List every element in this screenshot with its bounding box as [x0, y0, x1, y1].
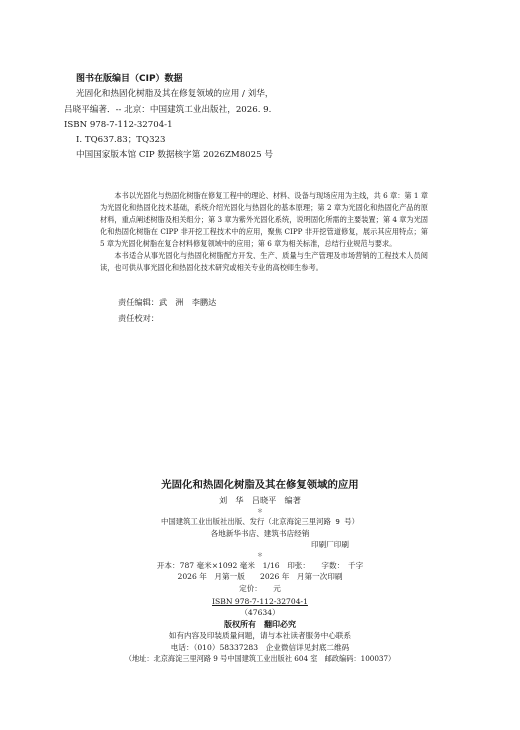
copyright-notice: 版权所有 翻印必究 [224, 619, 296, 629]
format-specs: 开本：787 毫米×1092 毫米 1/16 印张： 字数： 千字 [156, 560, 364, 570]
cip-heading: 图书在版编目（CIP）数据 [76, 74, 183, 84]
printer-line: 印刷厂印刷 [311, 540, 349, 550]
editor-credits [118, 294, 216, 326]
summary-paragraph-1: 本书以光固化与热固化树脂在修复工程中的理论、材料、设备与现场应用为主线，共 6 章：第 1 章为光固化和热固化技术基础，系统介绍光固化与热固化的基本原理；第 2 章为光固化和热固化产品的原材料，重点阐述树脂及相关组分；第 3 章为紫外光固化系统，说明固化所需的主要装置；第 4 章为光固化和热固化树脂在 CIPP 非开挖工程技术中的应用，聚焦 CIPP 非开挖管道修复，展示其应用特点；第 5 章为光固化树脂在复合材料修复领域中的应用；第 6 章为相关标准，总结行业规范与要求。 [100, 191, 428, 248]
price-line: 定价： 元 [239, 583, 281, 593]
cip-title-line-2: 吕晓平编著．-- 北京：中国建筑工业出版社，2026. 9. [64, 104, 272, 115]
address-line: （地址：北京海淀三里河路 9 号中国建筑工业出版社 604 室 邮政编码：100037） [124, 654, 396, 664]
cip-title-line-1: 光固化和热固化树脂及其在修复领域的应用 / 刘华， [76, 89, 274, 100]
phone-line: 电话：（010）58337283 企业微信详见封底二维码 [170, 642, 350, 652]
distributor-line: 各地新华书店、建筑书店经销 [210, 529, 310, 538]
cip-classification: Ⅰ. TQ637.83；TQ323 [76, 135, 166, 146]
authors: 刘 华 吕晓平 编著 [219, 495, 301, 505]
quality-notice: 如有内容及印装质量问题，请与本社读者服务中心联系 [168, 631, 352, 641]
separator-star-2: ＊ [256, 551, 263, 559]
responsible-editor: 责任编辑：武 洲 李鹏达 [118, 297, 217, 307]
colophon-isbn: ISBN 978-7-112-32704-1 [212, 597, 308, 607]
colophon [0, 478, 520, 664]
book-title: 光固化和热固化树脂及其在修复领域的应用 [161, 479, 359, 491]
separator-star: ＊ [256, 508, 263, 515]
edition-line: 2026 年 月第一版 2026 年 月第一次印刷 [177, 572, 343, 582]
responsible-proofreader: 责任校对： [118, 313, 159, 323]
content-summary [100, 190, 428, 274]
publisher-line: 中国建筑工业出版社出版、发行（北京海淀三里河路 9 号） [160, 517, 360, 526]
cip-block [64, 72, 464, 164]
cip-isbn: ISBN 978-7-112-32704-1 [64, 119, 173, 130]
book-code: （47634） [240, 608, 280, 618]
summary-paragraph-2: 本书适合从事光固化与热固化树脂配方开发、生产、质量与生产管理及市场营销的工程技术人员阅读，也可供从事光固化和热固化技术研究或相关专业的高校师生参考。 [100, 251, 428, 272]
cip-record-number: 中国国家版本馆 CIP 数据核字第 2026ZM8025 号 [76, 150, 273, 161]
